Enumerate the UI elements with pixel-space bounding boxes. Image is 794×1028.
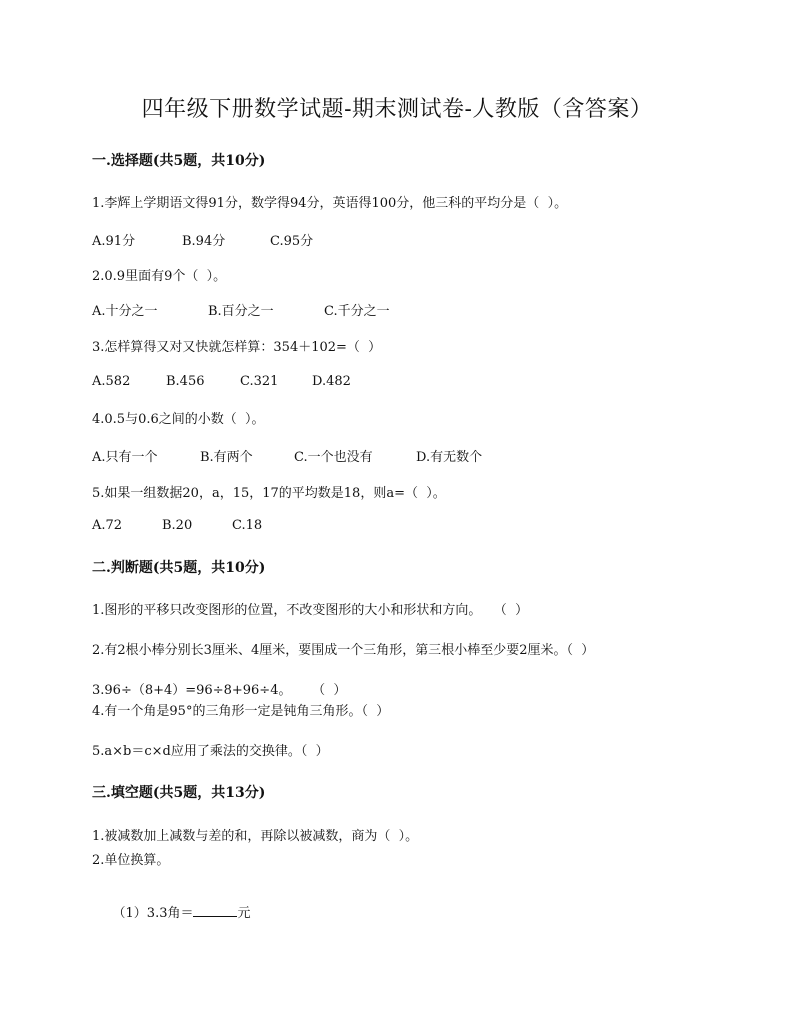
options-choice-4 [92, 446, 482, 465]
option: B.20 [162, 518, 193, 533]
section-heading-choice: 一.选择题(共5题，共10分) [92, 153, 266, 169]
section-heading-judge: 二.判断题(共5题，共10分) [92, 560, 266, 576]
option: B.456 [166, 374, 205, 389]
question-choice-5: 5.如果一组数据20，a，15，17的平均数是18，则a=（ ）。 [92, 486, 446, 501]
option: A.十分之一 [92, 304, 158, 319]
option: C.千分之一 [324, 304, 390, 319]
option: C.95分 [270, 234, 314, 249]
question-judge-4: 4.有一个角是95°的三角形一定是钝角三角形。（ ） [92, 704, 390, 719]
question-choice-4: 4.0.5与0.6之间的小数（ ）。 [92, 412, 265, 427]
section-heading-fill: 三.填空题(共5题，共13分) [92, 785, 266, 801]
option: A.582 [92, 374, 131, 389]
question-judge-1: 1.图形的平移只改变图形的位置，不改变图形的大小和形状和方向。 （ ） [92, 603, 529, 618]
question-choice-1: 1.李辉上学期语文得91分，数学得94分，英语得100分，他三科的平均分是（ ）。 [92, 196, 568, 211]
sub-question-prefix: （1）3.3角＝ [112, 906, 194, 921]
option: A.91分 [92, 234, 136, 249]
option: A.72 [92, 518, 123, 533]
sub-question-suffix: 元 [237, 906, 251, 921]
question-choice-3: 3.怎样算得又对又快就怎样算：354＋102=（ ） [92, 340, 382, 355]
answer-blank[interactable] [193, 904, 237, 917]
options-choice-2 [92, 300, 390, 319]
option: B.94分 [182, 234, 226, 249]
question-fill-2: 2.单位换算。 [92, 853, 170, 868]
options-choice-1 [92, 230, 313, 249]
option: A.只有一个 [92, 450, 158, 465]
question-judge-2: 2.有2根小棒分别长3厘米、4厘米，要围成一个三角形，第三根小棒至少要2厘米。（ ） [92, 643, 595, 658]
option: C.321 [240, 374, 279, 389]
question-choice-2: 2.0.9里面有9个（ ）。 [92, 269, 227, 284]
option: D.有无数个 [416, 450, 483, 465]
option: B.有两个 [200, 450, 253, 465]
option: C.18 [232, 518, 263, 533]
question-fill-1: 1.被减数加上减数与差的和，再除以被减数，商为（ ）。 [92, 829, 419, 844]
question-fill-2-sub-1 [96, 887, 251, 936]
options-choice-3 [92, 374, 351, 389]
option: C.一个也没有 [294, 450, 373, 465]
option: D.482 [312, 374, 351, 389]
page-title: 四年级下册数学试题-期末测试卷-人教版（含答案） [141, 97, 653, 122]
option: B.百分之一 [208, 304, 274, 319]
question-judge-3: 3.96÷（8+4）=96÷8+96÷4。 （ ） [92, 683, 347, 698]
options-choice-5 [92, 518, 262, 533]
question-judge-5: 5.a×b＝c×d应用了乘法的交换律。（ ） [92, 744, 329, 759]
